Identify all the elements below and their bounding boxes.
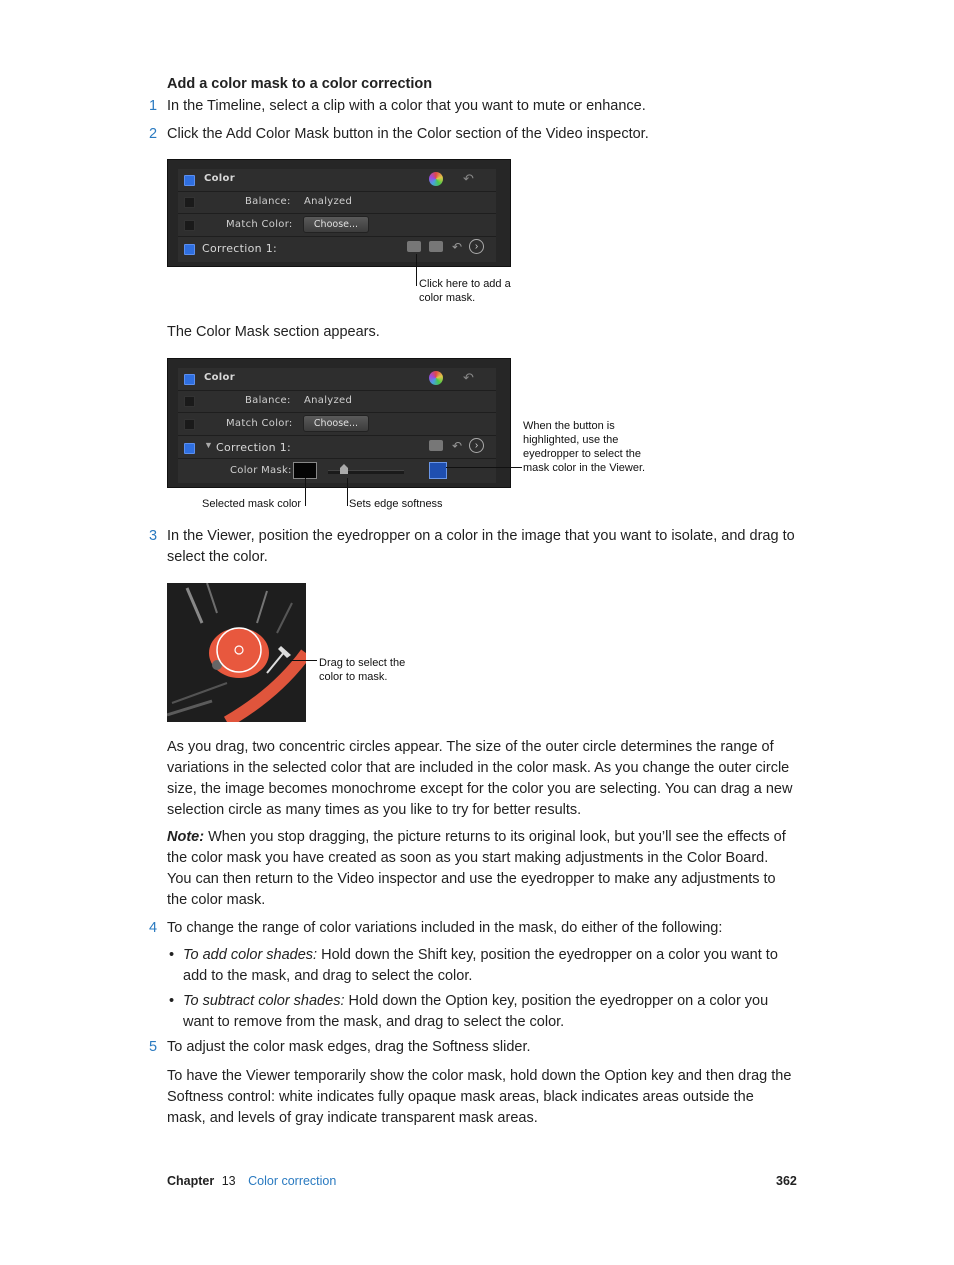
- footer-chapter-link[interactable]: Color correction: [248, 1174, 337, 1188]
- bullet-item: [167, 945, 795, 987]
- color-label: Color: [204, 372, 235, 383]
- color-board-icon[interactable]: [429, 172, 443, 186]
- color-enable-checkbox[interactable]: [184, 374, 195, 385]
- step-text: To adjust the color mask edges, drag the Softness slider.: [167, 1039, 531, 1055]
- color-board-icon[interactable]: [429, 371, 443, 385]
- match-color-checkbox[interactable]: [184, 419, 195, 430]
- reset-icon[interactable]: ↶: [452, 240, 463, 254]
- step-number: 4: [149, 920, 158, 936]
- add-color-mask-icon[interactable]: [407, 241, 421, 252]
- correction-checkbox[interactable]: [184, 443, 195, 454]
- mask-section-text: The Color Mask section appears.: [167, 324, 380, 340]
- note-label: Note:: [167, 829, 205, 845]
- balance-checkbox[interactable]: [184, 396, 195, 407]
- step-text: Click the Add Color Mask button in the Color section of the Video inspector.: [167, 126, 649, 142]
- inspector-panel-after: [167, 358, 511, 488]
- step-number: 5: [149, 1039, 158, 1055]
- bullet-lead: To subtract color shades:: [183, 993, 345, 1009]
- correction-checkbox[interactable]: [184, 244, 195, 255]
- color-mask-label: Color Mask:: [230, 465, 292, 476]
- bullet-text: Hold down the Option key, position the eyedropper on a color you want to remove from the mask, and drag to select the color.: [183, 993, 769, 1030]
- callout-line: [416, 254, 417, 286]
- step-number: 3: [149, 528, 158, 544]
- section-heading: Add a color mask to a color correction: [167, 76, 433, 92]
- footer: [167, 1173, 336, 1189]
- eyedropper-button[interactable]: [429, 462, 447, 479]
- callout-drag: Drag to select the color to mask.: [319, 657, 406, 683]
- callout-selected-color: Selected mask color: [202, 498, 302, 510]
- correction-label: Correction 1:: [202, 242, 278, 255]
- callout-softness: Sets edge softness: [349, 498, 443, 510]
- callout-line: [446, 467, 522, 468]
- option-paragraph: To have the Viewer temporarily show the color mask, hold down the Option key and then drag the Softness control: white indicates fully opaque mask areas, black indicates areas outside the mask, and levels of gray indicate transparent mask areas.: [167, 1068, 792, 1126]
- inspector-panel-before: [167, 159, 511, 267]
- page-number: 362: [776, 1174, 797, 1188]
- note-paragraph: [167, 827, 795, 911]
- softness-slider-track[interactable]: [328, 470, 404, 474]
- footer-chapter-number: 13: [221, 1174, 236, 1188]
- bullet-icon: •: [169, 947, 175, 963]
- step-text: In the Timeline, select a clip with a color that you want to mute or enhance.: [167, 98, 646, 114]
- chevron-right-icon[interactable]: ›: [469, 438, 484, 453]
- balance-label: Balance:: [245, 196, 291, 207]
- step-number: 1: [149, 98, 158, 114]
- callout-add-mask: Click here to add a color mask.: [419, 278, 511, 304]
- disclosure-triangle-icon[interactable]: ▼: [204, 440, 213, 450]
- softness-slider-handle[interactable]: [340, 464, 348, 474]
- bullet-text: Hold down the Shift key, position the eyedropper on a color you want to add to the mask, and drag to select the color.: [183, 947, 778, 984]
- color-section: [178, 169, 496, 262]
- correction-label: Correction 1:: [216, 441, 292, 454]
- chevron-right-icon[interactable]: ›: [469, 239, 484, 254]
- match-color-checkbox[interactable]: [184, 220, 195, 231]
- add-shape-mask-icon[interactable]: [429, 440, 443, 451]
- viewer-image: [167, 583, 306, 722]
- bullet-lead: To add color shades:: [183, 947, 318, 963]
- color-label: Color: [204, 173, 235, 184]
- callout-line: [347, 478, 348, 506]
- choose-button[interactable]: Choose...: [303, 216, 369, 233]
- balance-value: Analyzed: [304, 395, 353, 406]
- callout-line: [290, 660, 317, 661]
- color-section: [178, 368, 496, 483]
- viewer-illustration: [167, 583, 306, 722]
- bullet-icon: •: [169, 993, 175, 1009]
- mask-color-swatch[interactable]: [293, 462, 317, 479]
- balance-value: Analyzed: [304, 196, 353, 207]
- balance-label: Balance:: [245, 395, 291, 406]
- reset-icon[interactable]: ↶: [463, 370, 474, 385]
- callout-eyedropper: When the button is highlighted, use the eyedropper to select the mask color in the Viewer.: [523, 420, 646, 474]
- add-shape-mask-icon[interactable]: [429, 241, 443, 252]
- step-number: 2: [149, 126, 158, 142]
- footer-chapter: Chapter: [167, 1174, 215, 1188]
- match-color-label: Match Color:: [226, 418, 293, 429]
- drag-paragraph: As you drag, two concentric circles appear. The size of the outer circle determines the range of variations in the selected color that are included in the color mask. As you change the outer circle size, the image becomes monochrome except for the color you are selecting. You can drag a new selection circle as many times as you like to try for better results.: [167, 739, 793, 818]
- callout-line: [305, 478, 306, 506]
- choose-button[interactable]: Choose...: [303, 415, 369, 432]
- bullet-item: [167, 991, 795, 1033]
- color-enable-checkbox[interactable]: [184, 175, 195, 186]
- step-text: In the Viewer, position the eyedropper on a color in the image that you want to isolate, and drag to select the color.: [167, 528, 795, 565]
- reset-icon[interactable]: ↶: [463, 171, 474, 186]
- match-color-label: Match Color:: [226, 219, 293, 230]
- reset-icon[interactable]: ↶: [452, 439, 463, 453]
- note-text: When you stop dragging, the picture returns to its original look, but you’ll see the effects of the color mask you have created as soon as you start making adjustments in the Color Board. You can then return to the Video inspector and use the eyedropper to make any adjustments to the color mask.: [167, 829, 786, 908]
- step-text: To change the range of color variations included in the mask, do either of the following:: [167, 920, 723, 936]
- balance-checkbox[interactable]: [184, 197, 195, 208]
